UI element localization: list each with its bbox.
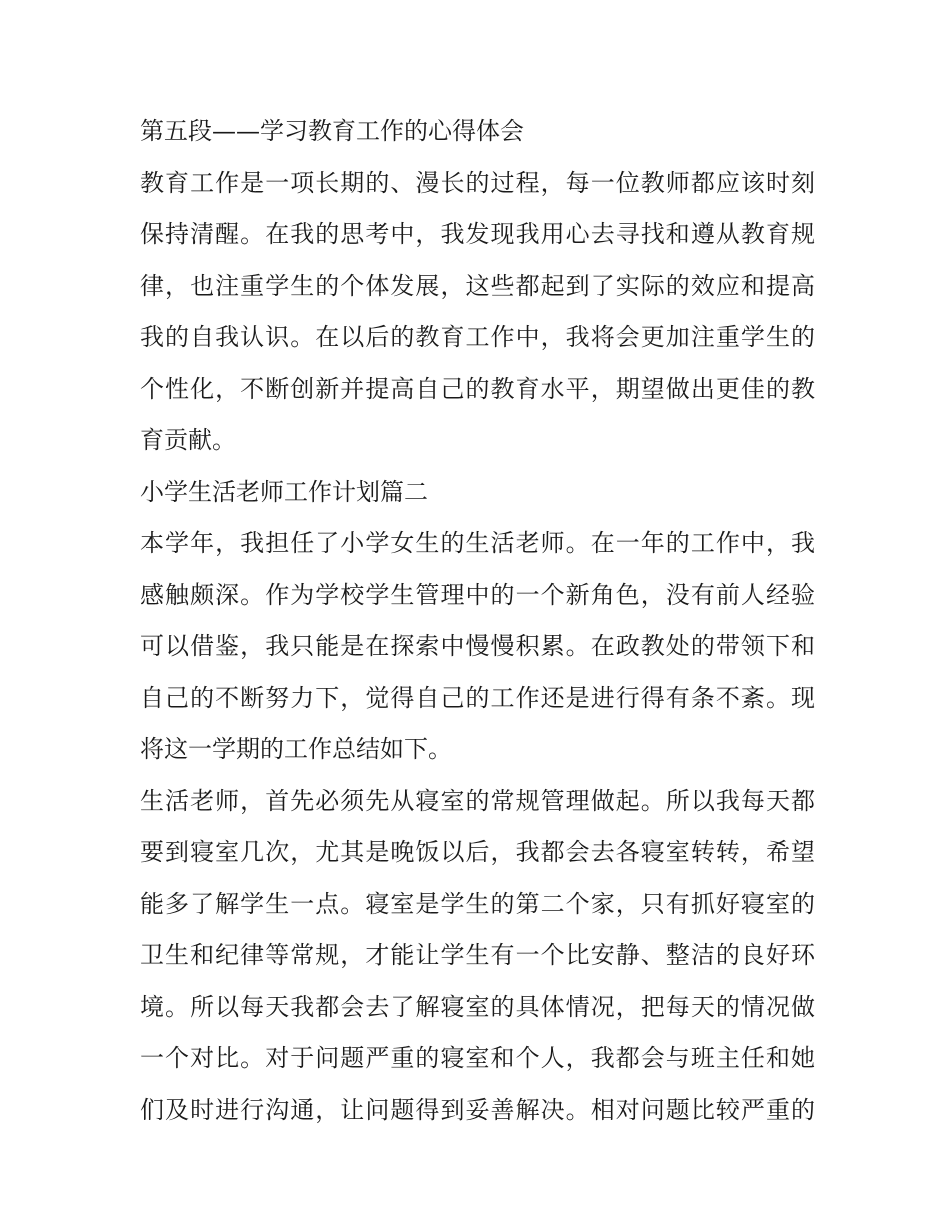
paragraph-line: 教育工作是一项长期的、漫长的过程，每一位教师都应该时刻 [140, 168, 815, 197]
paragraph-line: 自己的不断努力下，觉得自己的工作还是进行得有条不紊。现 [140, 683, 815, 712]
paragraph-line: 将这一学期的工作总结如下。 [140, 735, 452, 763]
paragraph-line: 育贡献。 [140, 426, 236, 454]
paragraph-line: 们及时进行沟通，让问题得到妥善解决。相对问题比较严重的 [140, 1095, 815, 1124]
paragraph-line: 保持清醒。在我的思考中，我发现我用心去寻找和遵从教育规 [140, 220, 815, 248]
paragraph-line: 一个对比。对于问题严重的寝室和个人，我都会与班主任和她 [140, 1044, 815, 1072]
document-body [140, 106, 815, 1136]
paragraph-line: 个性化，不断创新并提高自己的教育水平，期望做出更佳的教 [140, 374, 815, 403]
paragraph-line: 感触颇深。作为学校学生管理中的一个新角色，没有前人经验 [140, 580, 815, 609]
paragraph-line: 能多了解学生一点。寝室是学生的第二个家，只有抓好寝室的 [140, 889, 815, 918]
paragraph-line: 本学年，我担任了小学女生的生活老师。在一年的工作中，我 [140, 529, 815, 557]
paragraph-line: 我的自我认识。在以后的教育工作中，我将会更加注重学生的 [140, 323, 815, 351]
paragraph-line: 律，也注重学生的个体发展，这些都起到了实际的效应和提高 [140, 271, 815, 300]
paragraph-line: 可以借鉴，我只能是在探索中慢慢积累。在政教处的带领下和 [140, 632, 815, 660]
section-heading: 第五段——学习教育工作的心得体会 [140, 117, 524, 145]
paragraph-line: 卫生和纪律等常规，才能让学生有一个比安静、整洁的良好环 [140, 941, 815, 969]
paragraph-line: 境。所以每天我都会去了解寝室的具体情况，把每天的情况做 [140, 992, 815, 1021]
article-title: 小学生活老师工作计划篇二 [140, 477, 428, 506]
paragraph-line: 要到寝室几次，尤其是晚饭以后，我都会去各寝室转转，希望 [140, 838, 815, 866]
paragraph-line: 生活老师，首先必须先从寝室的常规管理做起。所以我每天都 [140, 786, 815, 815]
